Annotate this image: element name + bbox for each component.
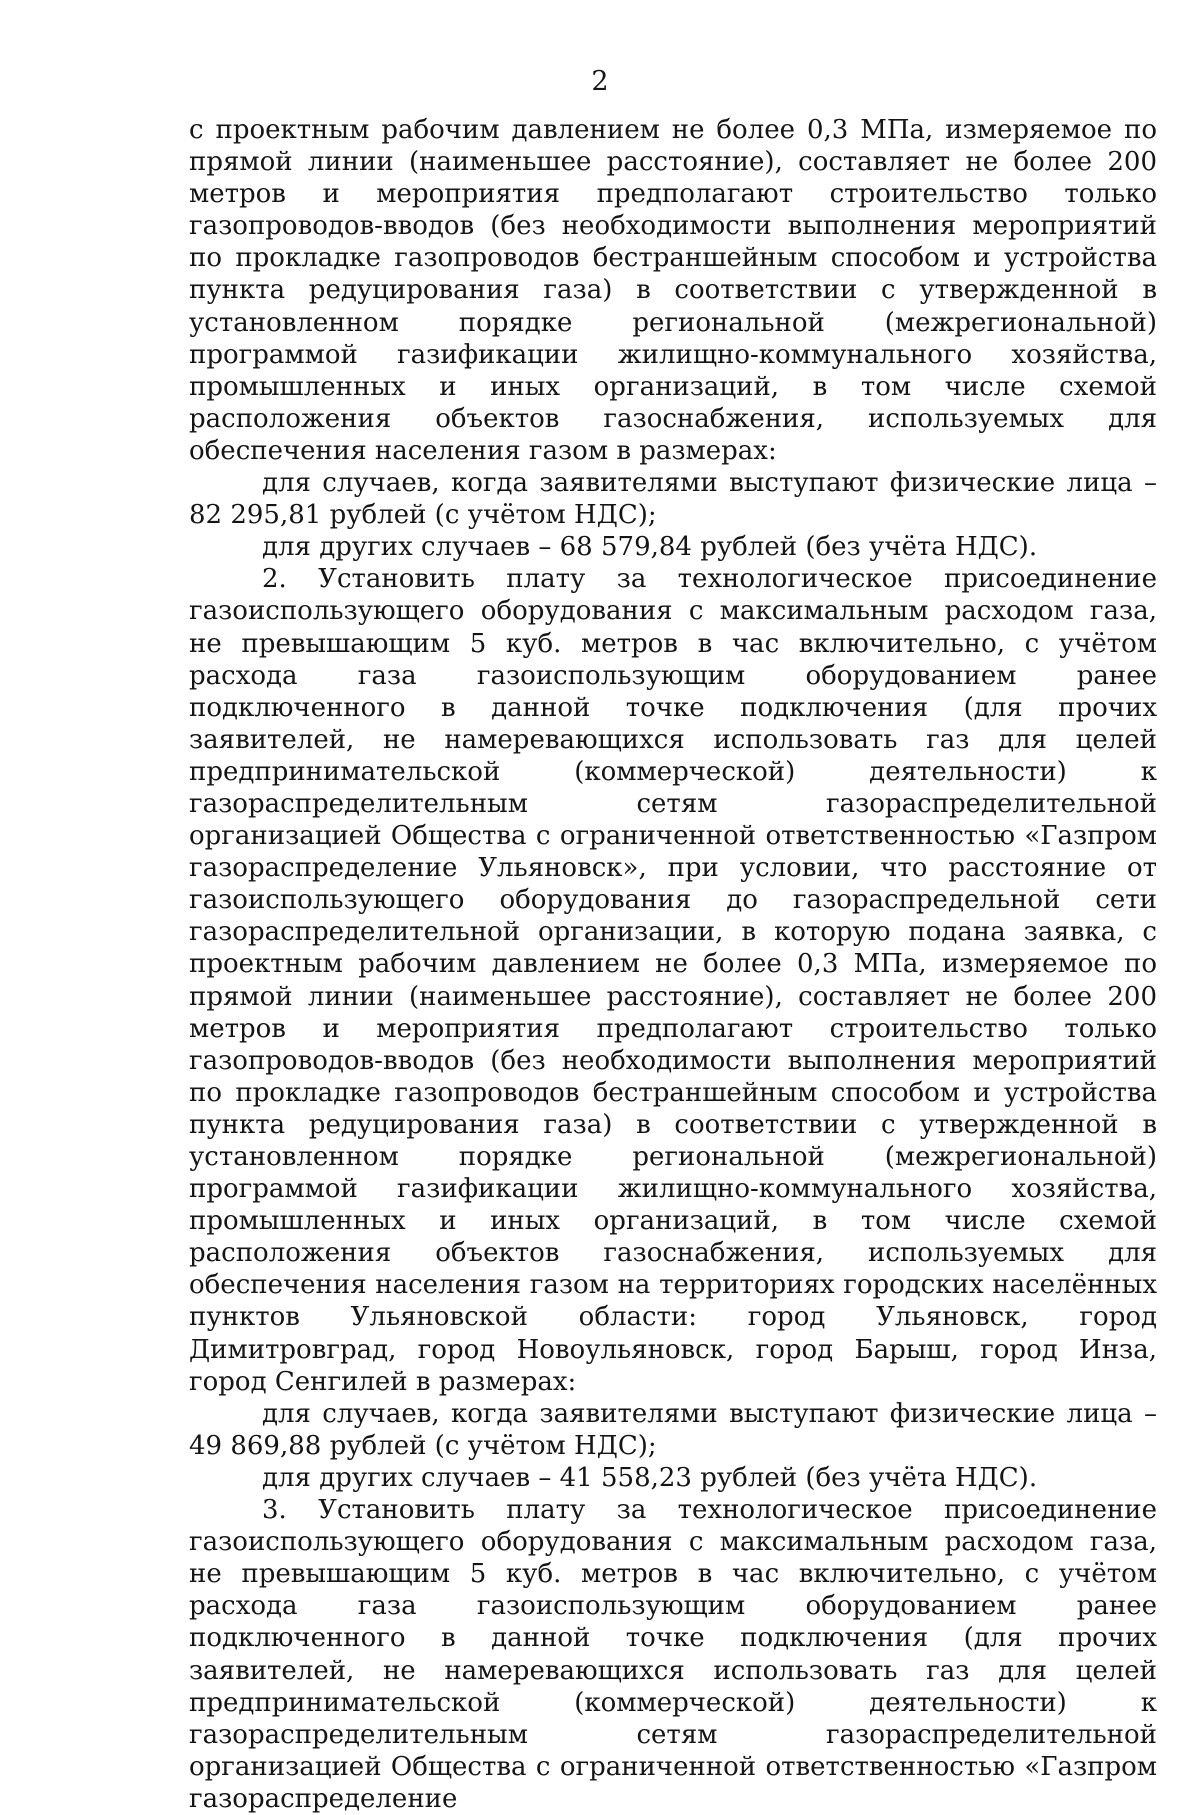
paragraph-item-2: 2. Установить плату за технологическое присоединение газоиспользующего оборудования с максимальным расходом газа, не превышающим 5 куб. метров в час включительно, с учётом расхода газа газоиспользующим оборудованием ранее подключенного в данной точке подключения (для прочих заявителей, не намеревающихся использовать газ для целей предпринимательской (коммерческой) деятельности) к газораспределительным сетям газораспределительной организацией Общества с ограниченной ответственностью «Газпром газораспределение Ульяновск», при условии, что расстояние от газоиспользующего оборудования до газораспредельной сети газораспределительной организации, в которую подана заявка, с проектным рабочим давлением не более 0,3 МПа, измеряемое по прямой линии (наименьшее расстояние), составляет не более 200 метров и мероприятия предполагают строительство только газопроводов-вводов (без необходимости выполнения мероприятий по прокладке газопроводов бестраншейным способом и устройства пункта редуцирования газа) в соответствии с утвержденной в установленном порядке региональной (межрегиональной) программой газификации жилищно-коммунального хозяйства, промышленных и иных организаций, в том числе схемой расположения объектов газоснабжения, используемых для обеспечения населения газом на территориях городских населённых пунктов Ульяновской области: город Ульяновск, город Димитровград, город Новоульяновск, город Барыш, город Инза, город Сенгилей в размерах: (189, 564, 1157, 1397)
paragraph-individuals-fee-1: для случаев, когда заявителями выступают физические лица – 82 295,81 рублей (с учётом НДС); (189, 468, 1157, 531)
paragraph-continuation: с проектным рабочим давлением не более 0,3 МПа, измеряемое по прямой линии (наименьшее расстояние), составляет не более 200 метров и мероприятия предполагают строительство только газопроводов-вводов (без необходимости выполнения мероприятий по прокладке газопроводов бестраншейным способом и устройства пункта редуцирования газа) в соответствии с утвержденной в установленном порядке региональной (межрегиональной) программой газификации жилищно-коммунального хозяйства, промышленных и иных организаций, в том числе схемой расположения объектов газоснабжения, используемых для обеспечения населения газом в размерах: (189, 115, 1157, 466)
paragraph-item-3: 3. Установить плату за технологическое присоединение газоиспользующего оборудования с максимальным расходом газа, не превышающим 5 куб. метров в час включительно, с учётом расхода газа газоиспользующим оборудованием ранее подключенного в данной точке подключения (для прочих заявителей, не намеревающихся использовать газ для целей предпринимательской (коммерческой) деятельности) к газораспределительным сетям газораспределительной организацией Общества с ограниченной ответственностью «Газпром газораспределение (189, 1495, 1157, 1814)
paragraph-other-fee-2: для других случаев – 41 558,23 рублей (без учёта НДС). (262, 1462, 1038, 1493)
paragraph-individuals-fee-2: для случаев, когда заявителями выступают физические лица – 49 869,88 рублей (с учётом НДС); (189, 1398, 1157, 1461)
document-body (189, 114, 1157, 1815)
paragraph-other-fee-1: для других случаев – 68 579,84 рублей (без учёта НДС). (262, 532, 1038, 563)
page-number: 2 (591, 66, 609, 97)
